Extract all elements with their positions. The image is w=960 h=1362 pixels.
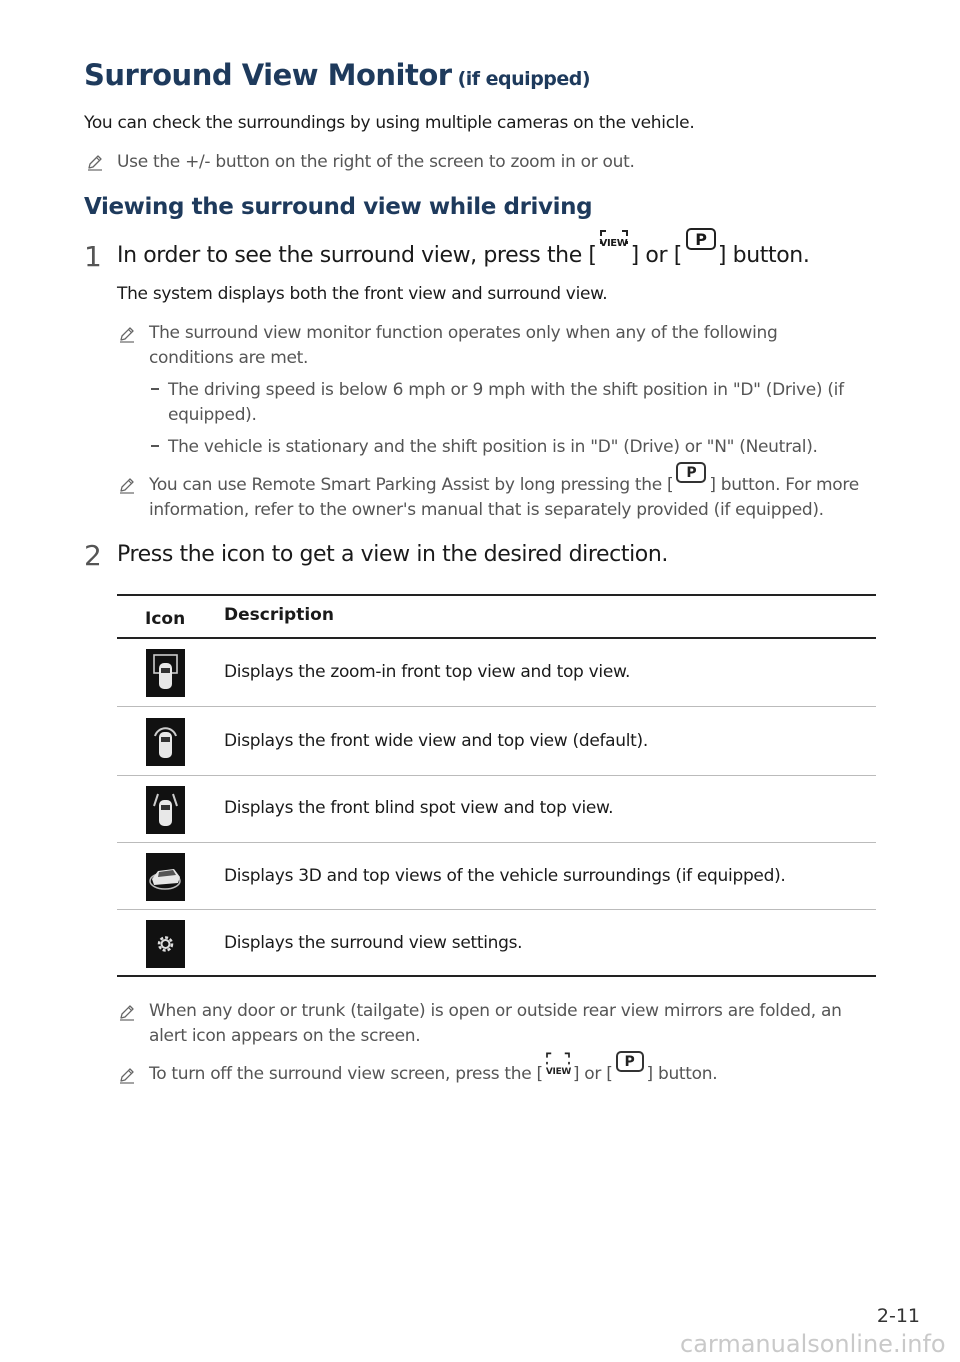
park-glyph-label: P	[686, 228, 716, 250]
bullet-stationary: The vehicle is stationary and the shift position is in "D" (Drive) or "N" (Neutral).	[168, 437, 818, 457]
bullet-speed	[168, 378, 844, 428]
step-1-text-b: ] or [	[630, 243, 682, 268]
park-glyph-label: P	[676, 462, 706, 483]
table-header-rule	[117, 637, 876, 639]
step-1-text-a: In order to see the surround view, press the [	[117, 243, 597, 268]
note-remote-parking	[149, 465, 859, 523]
front-wide-icon	[146, 718, 185, 766]
note-conditions-line2: conditions are met.	[149, 348, 309, 368]
table-row-desc: Displays the front wide view and top view (default).	[224, 731, 648, 751]
bullet-dash	[151, 388, 159, 390]
note-alert-line1: When any door or trunk (tailgate) is open or outside rear view mirrors are folded, an	[149, 1001, 842, 1021]
3d-view-icon	[146, 853, 185, 901]
park-button-icon	[613, 1054, 647, 1084]
table-row-desc: Displays the zoom-in front top view and top view.	[224, 662, 631, 682]
settings-gear-icon	[146, 920, 185, 968]
note-pen-icon	[118, 325, 136, 343]
section-title: Viewing the surround view while driving	[84, 194, 593, 220]
note-off-c: ] button.	[646, 1064, 718, 1084]
note-turn-off	[149, 1054, 718, 1087]
step-1-sub: The system displays both the front view and surround view.	[117, 284, 608, 304]
bullet-speed-line2: equipped).	[168, 405, 257, 425]
bullet-dash	[151, 445, 159, 447]
note-remote-a: You can use Remote Smart Parking Assist by long pressing the [	[149, 475, 674, 495]
table-row-divider	[117, 706, 876, 707]
table-header-description: Description	[224, 605, 334, 625]
page-title	[84, 58, 590, 92]
note-off-a: To turn off the surround view screen, press the [	[149, 1064, 543, 1084]
table-row-desc: Displays the surround view settings.	[224, 933, 523, 953]
table-row-desc: Displays the front blind spot view and top view.	[224, 798, 614, 818]
bullet-speed-line1: The driving speed is below 6 mph or 9 mph with the shift position in "D" (Drive) (if	[168, 380, 844, 400]
step-1-text-c: ] button.	[717, 243, 810, 268]
note-pen-icon	[118, 1003, 136, 1021]
table-row-divider	[117, 842, 876, 843]
title-suffix: (if equipped)	[457, 68, 591, 90]
front-blind-spot-icon	[146, 786, 185, 834]
view-button-icon	[597, 238, 631, 269]
note-pen-icon	[86, 153, 104, 171]
note-remote-line2: information, refer to the owner's manual that is separately provided (if equipped).	[149, 500, 824, 520]
view-button-icon	[543, 1064, 573, 1084]
note-pen-icon	[118, 476, 136, 494]
zoom-front-top-icon	[146, 649, 185, 697]
intro-text: You can check the surroundings by using multiple cameras on the vehicle.	[84, 113, 695, 133]
step-2-number: 2	[84, 539, 102, 572]
view-glyph-label: VIEW	[599, 238, 628, 249]
title-text: Surround View Monitor	[84, 58, 452, 92]
table-header-icon: Icon	[145, 609, 186, 629]
note-alert	[149, 999, 842, 1049]
table-row-desc: Displays 3D and top views of the vehicle surroundings (if equipped).	[224, 866, 786, 886]
park-glyph-label: P	[616, 1051, 644, 1072]
park-button-icon	[673, 465, 709, 495]
step-1-number: 1	[84, 240, 102, 273]
table-bottom-rule	[117, 975, 876, 977]
note-pen-icon	[118, 1066, 136, 1084]
step-2-text: Press the icon to get a view in the desired direction.	[117, 542, 669, 567]
note-off-b: ] or [	[572, 1064, 613, 1084]
park-button-icon	[682, 230, 718, 269]
note-alert-line2: alert icon appears on the screen.	[149, 1026, 421, 1046]
table-row-divider	[117, 775, 876, 776]
footer-watermark: carmanualsonline.info	[680, 1330, 946, 1358]
table-top-rule	[117, 594, 876, 596]
view-glyph-label: VIEW	[545, 1067, 572, 1077]
note-zoom: Use the +/- button on the right of the screen to zoom in or out.	[117, 152, 635, 172]
note-conditions-line1: The surround view monitor function operates only when any of the following	[149, 323, 778, 343]
page-number: 2-11	[876, 1305, 920, 1327]
note-remote-b: ] button. For more	[709, 475, 859, 495]
step-1-text	[117, 230, 810, 269]
note-conditions	[149, 321, 778, 371]
table-row-divider	[117, 909, 876, 910]
